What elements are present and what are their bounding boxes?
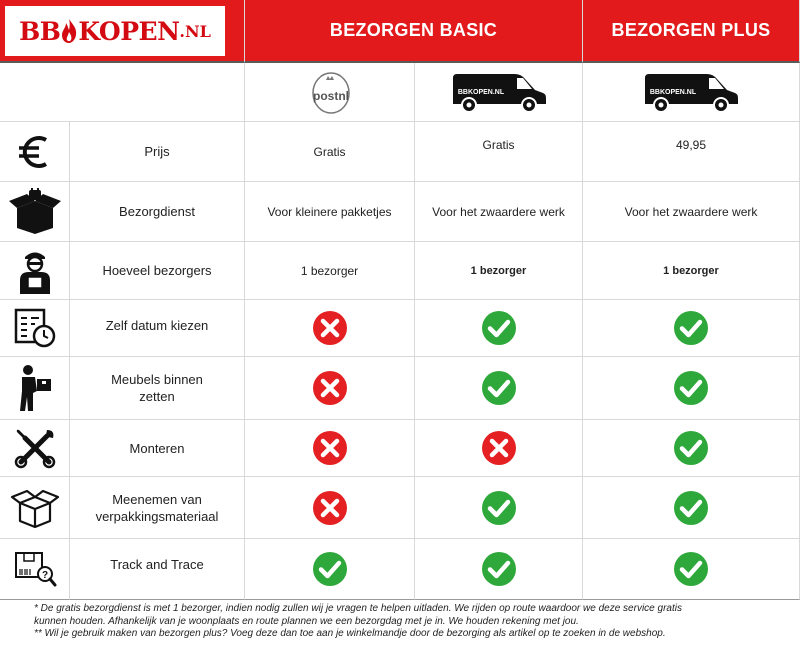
- van-cell-basic: [415, 63, 583, 122]
- row-label-couriers: Hoeveel bezorgers: [70, 242, 245, 300]
- footnote-2: ** Wil je gebruik maken van bezorgen plus? Voeg deze dan toe aan je winkelmandje door de bezorging als artikel op te zoeken in de webshop.: [34, 628, 666, 639]
- svg-text:?: ?: [41, 570, 48, 581]
- cross-icon: [312, 310, 348, 346]
- row-label-price: Prijs: [70, 122, 245, 182]
- cross-icon: [312, 370, 348, 406]
- flame-icon: [60, 18, 78, 44]
- row-label-service: Bezorgdienst: [70, 182, 245, 242]
- check-icon: [481, 370, 517, 406]
- assembly-basic: [415, 420, 583, 477]
- footnote-1: * De gratis bezorgdienst is met 1 bezorger, indien nodig zullen wij je vragen te helpen uitladen. We rijden op route waardoor we deze service gratis: [34, 603, 682, 614]
- date-basic: [415, 300, 583, 357]
- footnote-1-cont: kunnen houden. Afhankelijk van je woonplaats en route plannen we een bezorgdag met je in. We houden rekening met jou.: [34, 615, 579, 627]
- packaging-plus: [583, 477, 800, 539]
- postnl-cell: [245, 63, 415, 122]
- furniture-postnl: [245, 357, 415, 420]
- tracking-basic: [415, 539, 583, 600]
- row-label-date: Zelf datum kiezen: [70, 300, 245, 357]
- row-label-assembly: Monteren: [70, 420, 245, 477]
- box-icon: [7, 188, 63, 236]
- price-postnl: Gratis: [245, 122, 415, 182]
- check-icon: [673, 310, 709, 346]
- row-icon-cell: [0, 242, 70, 300]
- courier-icon: [15, 246, 55, 296]
- row-label-furniture: Meubels binnen zetten: [70, 357, 245, 420]
- calendar-clock-icon: [13, 307, 57, 349]
- postnl-text: postnl: [312, 89, 349, 103]
- column-header-basic: BEZORGEN BASIC: [245, 0, 583, 63]
- cross-icon: [312, 490, 348, 526]
- check-icon: [673, 551, 709, 587]
- row-label-tracking: Track and Trace: [70, 539, 245, 600]
- open-box-icon: [10, 487, 60, 529]
- tracking-postnl: [245, 539, 415, 600]
- tracking-plus: [583, 539, 800, 600]
- date-postnl: [245, 300, 415, 357]
- van-cell-plus: [583, 63, 800, 122]
- couriers-basic: 1 bezorger: [415, 242, 583, 300]
- row-label-packaging: Meenemen van verpakkingsmateriaal: [70, 477, 245, 539]
- check-icon: [481, 551, 517, 587]
- cross-icon: [481, 430, 517, 466]
- tools-icon: [13, 426, 57, 470]
- price-plus: 49,95: [583, 122, 800, 182]
- couriers-plus: 1 bezorger: [583, 242, 800, 300]
- row-icon-cell: [0, 477, 70, 539]
- packaging-postnl: [245, 477, 415, 539]
- service-plus: Voor het zwaardere werk: [583, 182, 800, 242]
- check-icon: [673, 490, 709, 526]
- packaging-basic: [415, 477, 583, 539]
- delivery-van-icon: [641, 70, 741, 114]
- check-icon: [673, 430, 709, 466]
- check-icon: [673, 370, 709, 406]
- brand-header-cell: [0, 0, 245, 63]
- van-logo-text: BBKOPEN.NL: [457, 89, 504, 96]
- check-icon: [481, 310, 517, 346]
- couriers-postnl: 1 bezorger: [245, 242, 415, 300]
- van-logo-text: BBKOPEN.NL: [649, 89, 697, 96]
- column-header-plus: BEZORGEN PLUS: [583, 0, 800, 63]
- row-icon-cell: [0, 420, 70, 477]
- brand-logo[interactable]: BB KOPEN .NL: [5, 6, 225, 56]
- row-icon-cell: [0, 357, 70, 420]
- service-basic: Voor het zwaardere werk: [415, 182, 583, 242]
- row-icon-cell: [0, 182, 70, 242]
- service-postnl: Voor kleinere pakketjes: [245, 182, 415, 242]
- postnl-logo-icon: [304, 67, 356, 117]
- track-trace-icon: [12, 549, 58, 589]
- assembly-plus: [583, 420, 800, 477]
- check-icon: [481, 490, 517, 526]
- delivery-van-icon: [449, 70, 549, 114]
- price-basic: Gratis: [415, 122, 583, 182]
- footnotes: [34, 603, 794, 641]
- furniture-basic: [415, 357, 583, 420]
- row-icon-cell: [0, 539, 70, 600]
- carrying-person-icon: [15, 363, 55, 413]
- row-icon-cell: [0, 122, 70, 182]
- row-icon-cell: [0, 300, 70, 357]
- cross-icon: [312, 430, 348, 466]
- check-icon: [312, 551, 348, 587]
- date-plus: [583, 300, 800, 357]
- empty-cell: [0, 63, 245, 122]
- euro-icon: [15, 132, 55, 172]
- assembly-postnl: [245, 420, 415, 477]
- furniture-plus: [583, 357, 800, 420]
